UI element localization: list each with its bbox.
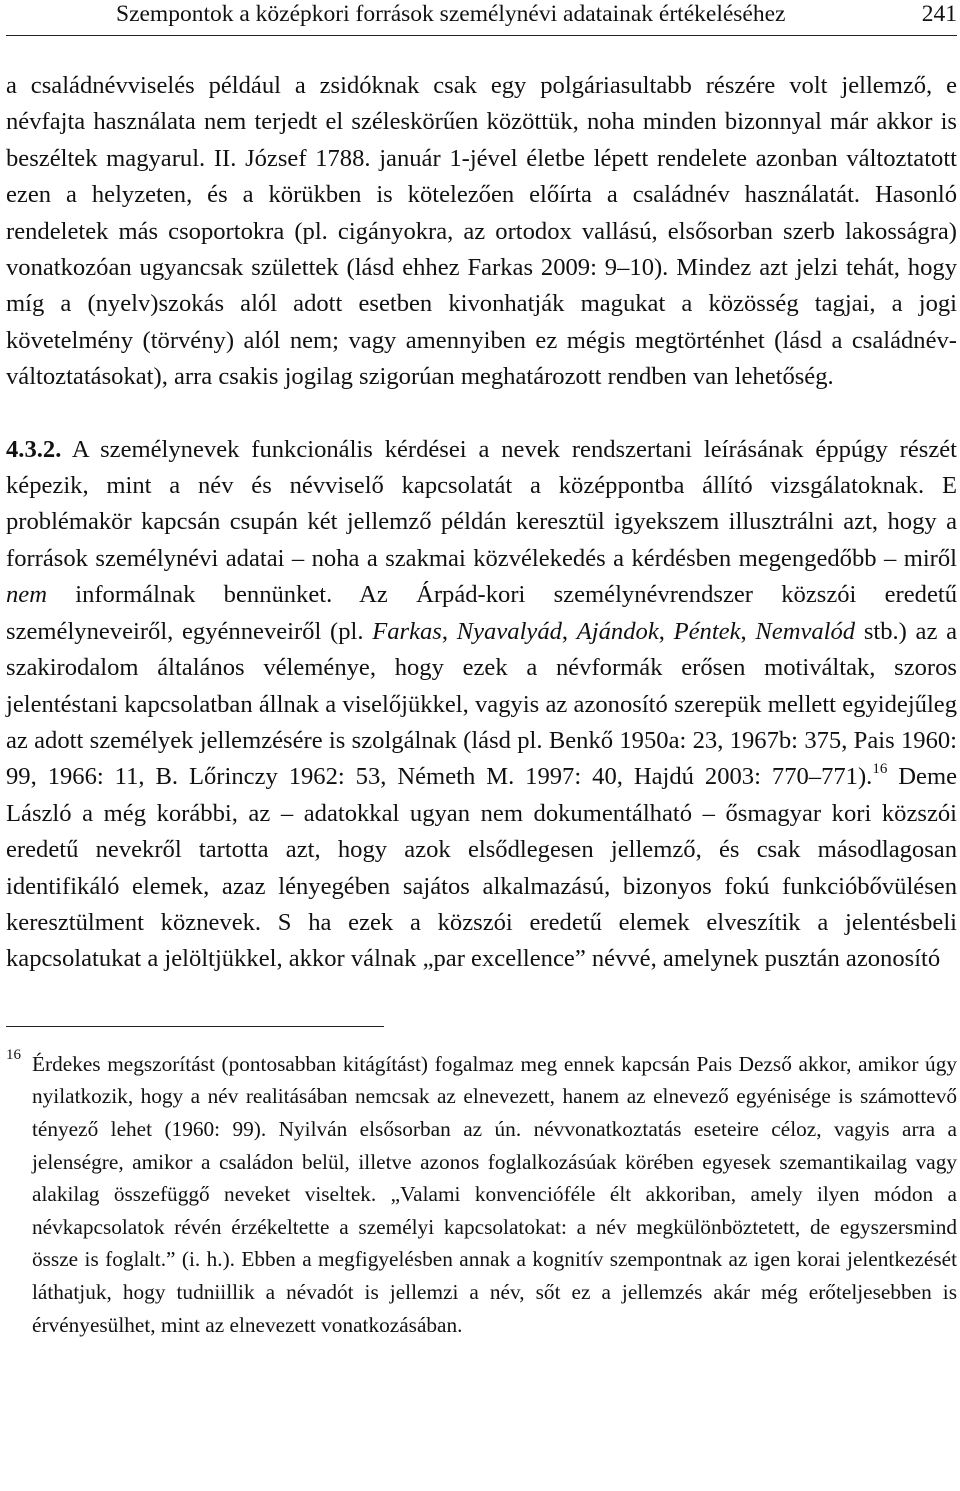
name-separator: ,	[740, 617, 756, 645]
example-name: Nyavalyád	[456, 617, 562, 645]
page-number: 241	[921, 1, 957, 27]
paragraph-1: a családnévviselés például a zsidóknak csak egy polgáriasultabb részére volt jellemző, e névfajta használata nem terjedt el széleskörűen közöttük, noha minden bizonnyal már akkor is beszéltek magyarul. II. József 1788. január 1-jével életbe lépett rendelete azonban változtatott ezen a helyzeten, és a körükben is kötelezően előírta a családnév használatát. Hasonló rendeletek más csoportokra (pl. cigányokra, az ortodox vallású, elsősorban szerb lakosságra) vonatkozóan ugyancsak születtek (lásd ehhez Farkas 2009: 9–10). Mindez azt jelzi tehát, hogy míg a (nyelv)szokás alól adott esetben kivonhatják magukat a közösség tagjai, a jogi követelmény (törvény) alól nem; vagy amennyiben ez mégis megtörténhet (lásd a családnév-változtatásokat), arra csakis jogilag szigorúan meghatározott rendben van lehetőség.	[6, 72, 957, 391]
section-number: 4.3.2.	[6, 435, 62, 463]
footnote-reference[interactable]: 16	[872, 761, 888, 778]
paragraph-2-text-d: Deme László a még korábbi, az – adatokkal ugyan nem dokumentálható – ősmagyar kori közszói eredetű nevekről tartotta azt, hogy azok elsődlegesen jellemző, és csak másodlagosan identifikáló elemek, azaz lényegében sajátos alkalmazású, bizonyos fokú funkcióbővülésen keresztülment köznevek. S ha ezek a közszói eredetű elemek elveszítik a jelentésbeli kapcsolatukat a jelöltjükkel, akkor válnak „par excellence” névvé, amelynek pusztán azonosító	[6, 763, 957, 973]
example-name: Farkas	[372, 617, 442, 645]
running-title: Szempontok a középkori források személynévi adatainak értékeléséhez	[116, 1, 786, 27]
paragraph-2-text-a: A személynevek funkcionális kérdései a nevek rendszertani leírásának éppúgy részét képezik, mint a név és névviselő kapcsolatát a középpontba állító vizsgálatoknak. E problémakör kapcsán csupán két jellemző példán keresztül igyekszem illusztrálni azt, hogy a források személynévi adatai – noha a szakmai közvélekedés a kérdésben megengedőbb – miről	[6, 435, 957, 572]
emphasis-nem: nem	[6, 581, 47, 609]
footnote-number: 16	[6, 1046, 21, 1063]
name-separator: ,	[441, 617, 457, 645]
body-text	[6, 68, 957, 978]
footnote-text: Érdekes megszorítást (pontosabban kitágítást) fogalmaz meg ennek kapcsán Pais Dezső akkor, amikor úgy nyilatkozik, hogy a név realitásában nemcsak az elnevezett, hanem az elnevező egyénisége is számottevő tényező lehet (1960: 99). Nyilván elsősorban az ún. névvonatkoztatás eseteire céloz, vagyis arra a jelenségre, amikor a családon belül, illetve azonos foglalkozásúak körében egyesek szemantikailag vagy alakilag összefüggő neveket viseltek. „Valami konvencióféle élt akkoriban, amely ilyen módon a névkapcsolatok révén érzékeltette a személyi kapcsolatokat: a név megkülönböztetett, de egyszersmind össze is foglalt.” (i. h.). Ebben a megfigyelésben annak a kognitív szempontnak az igen korai jelentkezését láthatjuk, hogy tudniillik a névadót is jellemzi a név, sőt ez a jellemzés akár még erőteljesebben is érvényesülhet, mint az elnevezett vonatkozásában.	[32, 1051, 957, 1337]
name-separator: ,	[561, 617, 577, 645]
example-name: Nemvalód	[755, 617, 856, 645]
footnote-divider	[6, 1026, 384, 1027]
name-separator: ,	[658, 617, 674, 645]
footnote	[6, 1048, 957, 1341]
paragraph-2	[6, 432, 957, 978]
example-name: Péntek	[673, 617, 741, 645]
paragraph-2-text-b: informálnak bennünket. Az Árpád-kori személynévrendszer közszói eredetű személyneveiről, egyénneveiről (pl.	[6, 581, 957, 645]
paragraph-2-text-c: stb.) az a szakirodalom általános véleménye, hogy ezek a névformák erősen motiváltak, szoros jelentéstani kapcsolatban állnak a viselőjükkel, vagyis az azonosító szerepük mellett egyidejűleg az adott személyek jellemzésére is szolgálnak (lásd pl. Benkő 1950a: 23, 1967b: 375, Pais 1960: 99, 1966: 11, B. Lőrinczy 1962: 53, Németh M. 1997: 40, Hajdú 2003: 770–771).	[6, 617, 958, 791]
running-header	[6, 0, 957, 36]
example-name: Ajándok	[576, 617, 659, 645]
